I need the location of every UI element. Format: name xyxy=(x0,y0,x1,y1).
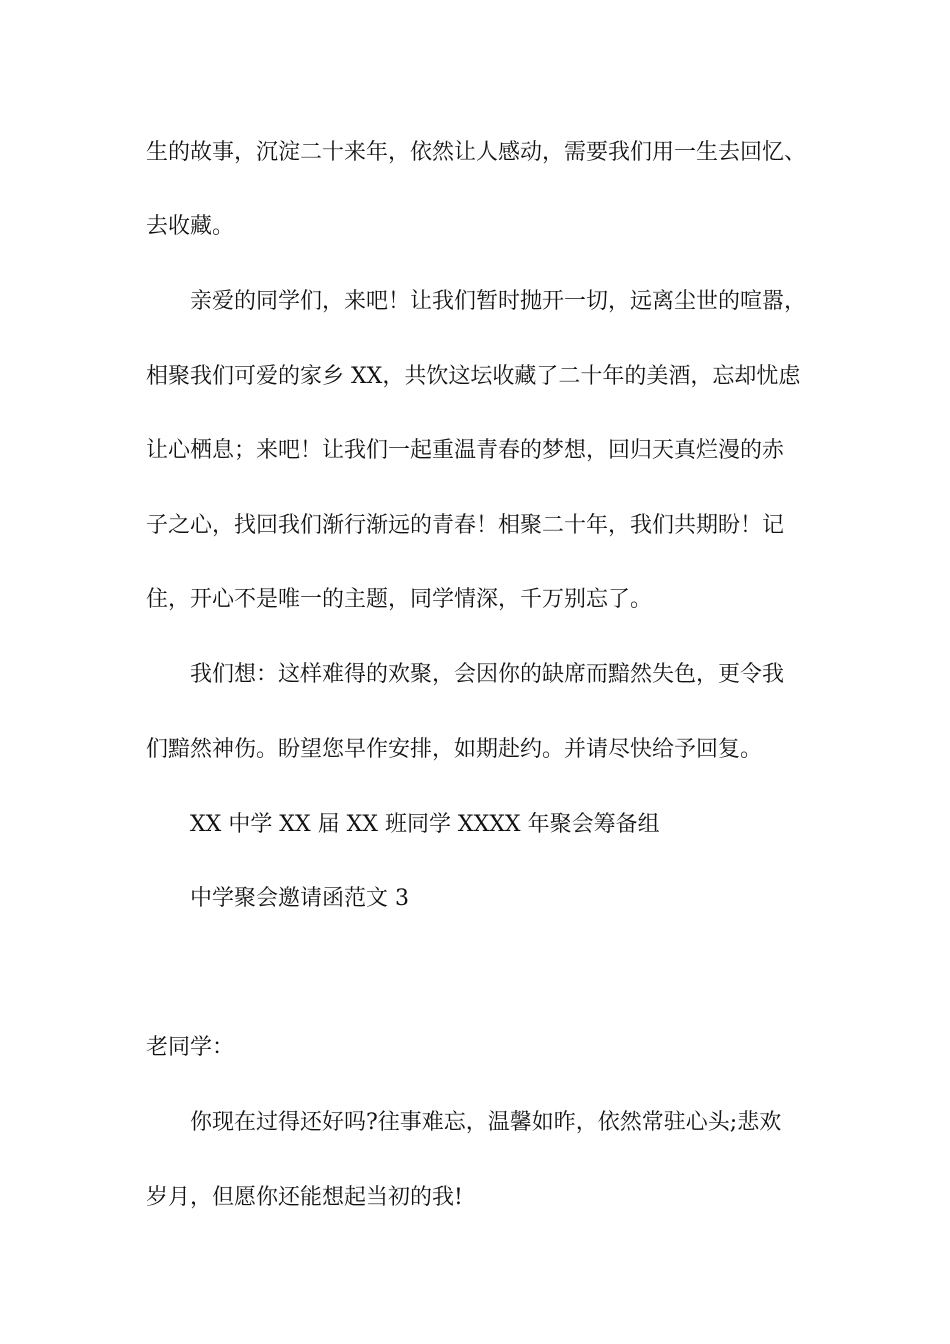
paragraph-line: 我们想：这样难得的欢聚，会因你的缺席而黯然失色，更令我 xyxy=(190,662,785,687)
paragraph-line: 你现在过得还好吗?往事难忘，温馨如昨，依然常驻心头;悲欢 xyxy=(190,1110,782,1135)
paragraph-line: 们黯然神伤。盼望您早作安排，如期赴约。并请尽快给予回复。 xyxy=(146,737,763,762)
paragraph-line: 亲爱的同学们，来吧！让我们暂时抛开一切，远离尘世的喧嚣， xyxy=(190,289,807,314)
paragraph-line: 生的故事，沉淀二十来年，依然让人感动，需要我们用一生去回忆、 xyxy=(146,140,807,165)
paragraph-line: 住，开心不是唯一的主题，同学情深，千万别忘了。 xyxy=(146,587,653,612)
paragraph-line: 相聚我们可爱的家乡 XX，共饮这坛收藏了二十年的美酒，忘却忧虑 xyxy=(146,364,801,389)
paragraph-line: 岁月，但愿你还能想起当初的我! xyxy=(146,1185,463,1210)
paragraph-line: 子之心，找回我们渐行渐远的青春！相聚二十年，我们共期盼！记 xyxy=(146,513,785,538)
paragraph-line: 让心栖息；来吧！让我们一起重温青春的梦想，回归天真烂漫的赤 xyxy=(146,438,785,463)
section-title: 中学聚会邀请函范文 3 xyxy=(190,886,409,911)
signature-line: XX 中学 XX 届 XX 班同学 XXXX 年聚会筹备组 xyxy=(190,812,660,837)
salutation: 老同学： xyxy=(146,1035,235,1060)
paragraph-line: 去收藏。 xyxy=(146,214,235,239)
